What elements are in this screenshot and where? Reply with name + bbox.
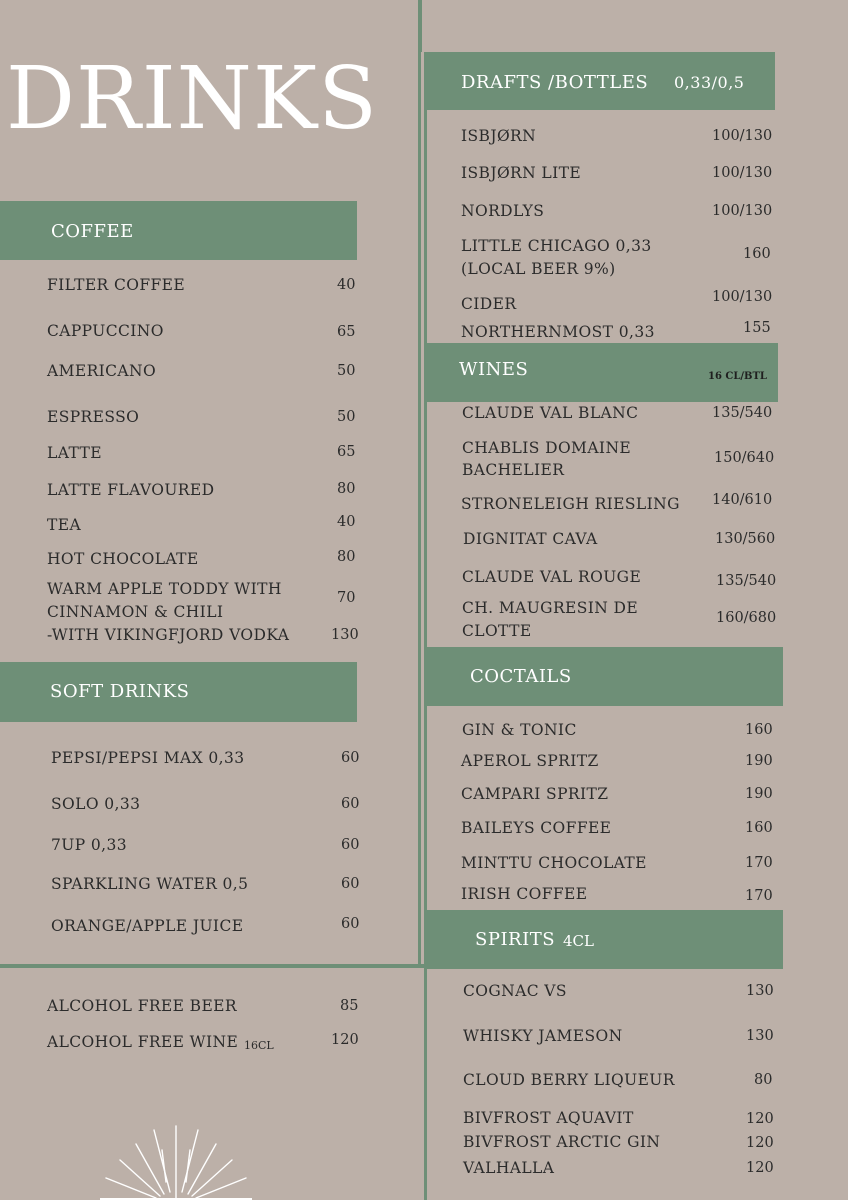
menu-item-price: 80 [337,481,356,497]
menu-item-name: CAMPARI SPRITZ [461,785,609,803]
menu-item-name: SPARKLING WATER 0,5 [51,875,249,893]
menu-item-name: 7UP 0,33 [51,836,127,854]
menu-item-name: ALCOHOL FREE BEER [47,997,237,1015]
menu-item-name: CLAUDE VAL ROUGE [462,568,642,586]
menu-item-name: NORDLYS [461,202,545,220]
menu-item-price: 130 [331,627,359,643]
menu-item-name: APEROL SPRITZ [461,752,599,770]
menu-item-price: 130 [746,1028,774,1044]
menu-item-price: 190 [745,753,773,769]
menu-item-name: WHISKY JAMESON [463,1027,623,1045]
soft-drinks-heading: SOFT DRINKS [50,681,190,702]
menu-item-name: LATTE [47,444,102,462]
menu-item-price: 80 [337,549,356,565]
menu-item-name: CLOUD BERRY LIQUEUR [463,1071,675,1089]
menu-item-price: 120 [746,1111,774,1127]
menu-item-price: 170 [745,855,773,871]
menu-item-price: 60 [341,750,360,766]
menu-item-name: BAILEYS COFFEE [461,819,612,837]
menu-item-price: 120 [331,1032,359,1048]
menu-item-name: AMERICANO [47,362,157,380]
menu-item-price: 100/130 [712,165,773,181]
menu-item-price: 40 [337,277,356,293]
menu-item-name: SOLO 0,33 [51,795,141,813]
menu-item-name: ESPRESSO [47,408,140,426]
menu-item-price: 50 [337,409,356,425]
spirits-size: 4CL [563,932,594,950]
menu-item-price: 150/640 [714,450,775,466]
menu-item-name: CH. MAUGRESIN DE [462,599,639,617]
menu-item-price: 140/610 [712,492,773,508]
menu-item-name: LITTLE CHICAGO 0,33 [461,237,652,255]
menu-item-name: ISBJØRN LITE [461,164,582,182]
menu-item-name: PEPSI/PEPSI MAX 0,33 [51,749,245,767]
menu-item-name: CAPPUCCINO [47,322,164,340]
cocktails-header [424,647,783,706]
menu-item-name: CHABLIS DOMAINE [462,439,632,457]
menu-item-price: 135/540 [716,573,777,589]
menu-item-name: -WITH VIKINGFJORD VODKA [47,626,290,644]
menu-item-name: WARM APPLE TODDY WITH [47,580,282,598]
menu-item-name-line2: CLOTTE [462,622,532,640]
wines-header [424,343,778,402]
menu-item-name-line2: BACHELIER [462,461,565,479]
menu-item-name: ALCOHOL FREE WINE [47,1033,239,1051]
menu-item-price: 130/560 [715,531,776,547]
page-title: DRINKS [6,49,379,149]
menu-item-price: 100/130 [712,289,773,305]
menu-item-price: 160/680 [716,610,777,626]
menu-item-name: CIDER [461,295,517,313]
left-edge-line-lower [418,0,421,968]
menu-item-price: 120 [746,1135,774,1151]
menu-item-price: 130 [746,983,774,999]
menu-item-price: 100/130 [712,128,773,144]
menu-item-price: 120 [746,1160,774,1176]
alcohol-free-divider [0,964,424,968]
menu-item-name: IRISH COFFEE [461,885,588,903]
menu-item-price: 70 [337,590,356,606]
menu-item-name: CLAUDE VAL BLANC [462,404,639,422]
menu-item-name: DIGNITAT CAVA [463,530,598,548]
wines-heading: WINES [459,359,529,380]
menu-item-name: BIVFROST ARCTIC GIN [463,1133,661,1151]
menu-item-price: 170 [745,888,773,904]
menu-item-name: BIVFROST AQUAVIT [463,1109,634,1127]
menu-item-name: COGNAC VS [463,982,567,1000]
menu-item-price: 40 [337,514,356,530]
drafts-heading: DRAFTS /BOTTLES [461,72,649,93]
menu-item-name: MINTTU CHOCOLATE [461,854,647,872]
menu-item-price: 50 [337,363,356,379]
menu-item-name-line2: CINNAMON & CHILI [47,603,224,621]
menu-item-name: LATTE FLAVOURED [47,481,215,499]
menu-item-price: 160 [743,246,771,262]
menu-item-price: 80 [754,1072,773,1088]
menu-item-name-line2: (LOCAL BEER 9%) [461,260,616,278]
sunburst-icon [96,1122,256,1200]
menu-item-name: FILTER COFFEE [47,276,186,294]
menu-item-name: TEA [47,516,82,534]
menu-item-name: STRONELEIGH RIESLING [461,495,680,513]
column-divider [424,52,427,1200]
menu-item-price: 60 [341,837,360,853]
spirits-heading: SPIRITS [475,929,556,950]
menu-item-price: 190 [745,786,773,802]
coffee-heading: COFFEE [51,221,134,242]
soft-drinks-header [0,662,357,722]
menu-item-price: 135/540 [712,405,773,421]
menu-item-price: 85 [340,998,359,1014]
wines-size: 16 CL/BTL [708,371,767,382]
menu-item-price: 100/130 [712,203,773,219]
drafts-header [424,52,775,110]
menu-item-name: NORTHERNMOST 0,33 [461,323,655,341]
menu-item-name: HOT CHOCOLATE [47,550,199,568]
menu-item-name: GIN & TONIC [462,721,577,739]
menu-item-price: 60 [341,796,360,812]
menu-item-price: 65 [337,444,356,460]
menu-item-name: ORANGE/APPLE JUICE [51,917,244,935]
spirits-header [424,910,783,969]
cocktails-heading: COCTAILS [470,666,572,687]
menu-item-price: 60 [341,916,360,932]
menu-item-price: 160 [745,820,773,836]
menu-item-price: 160 [745,722,773,738]
drafts-size: 0,33/0,5 [674,73,745,92]
menu-item-price: 155 [743,320,771,336]
menu-item-name: ISBJØRN [461,127,537,145]
menu-item-name: VALHALLA [463,1159,555,1177]
menu-item-unit: 16CL [244,1039,274,1052]
menu-item-price: 60 [341,876,360,892]
coffee-header [0,201,357,260]
menu-item-price: 65 [337,324,356,340]
